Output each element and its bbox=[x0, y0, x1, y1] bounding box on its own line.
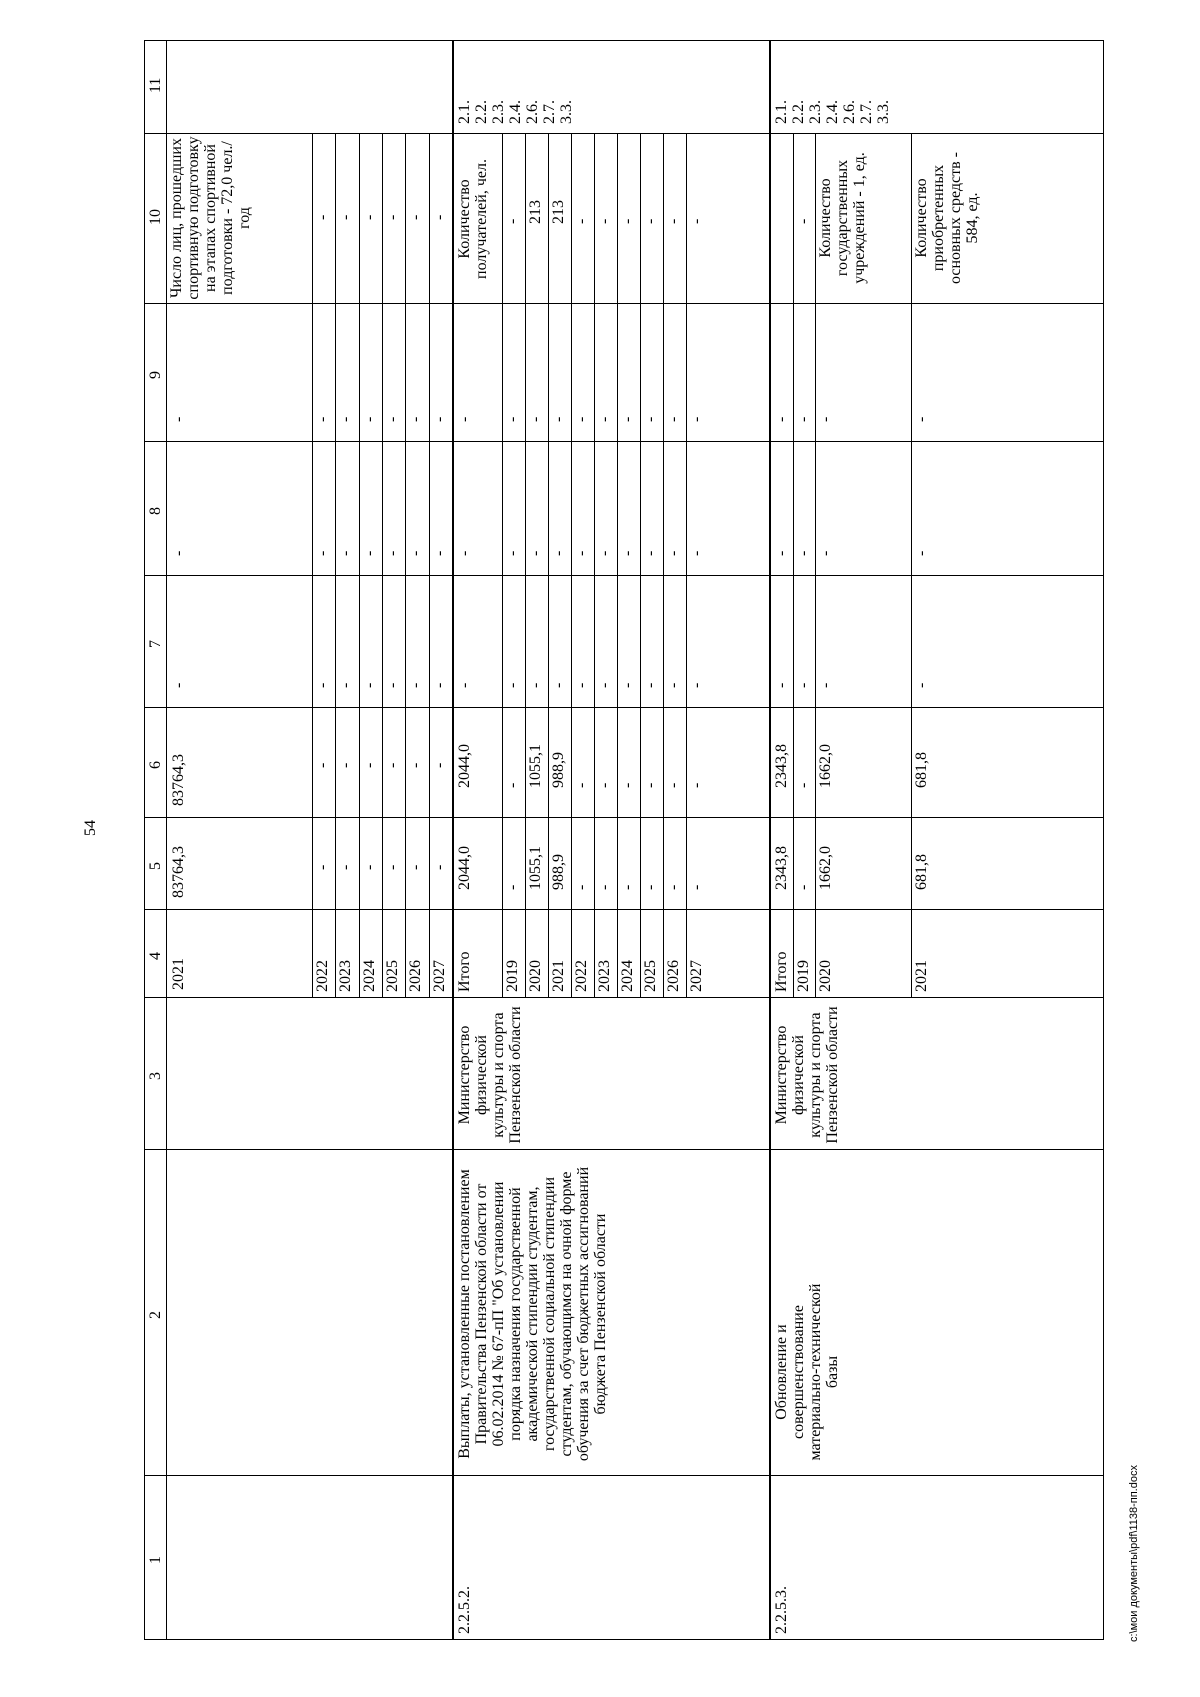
cell-value-col6: 1055,1 bbox=[527, 744, 544, 788]
cell-value-col8: - bbox=[596, 550, 613, 556]
cell-value-col5: 988,9 bbox=[550, 854, 567, 890]
cell-value-col7: - bbox=[527, 682, 544, 688]
cell-value-col8: - bbox=[170, 550, 187, 556]
cell-value-col5: 1662,0 bbox=[817, 846, 834, 890]
cell-year: 2022 bbox=[573, 960, 590, 992]
footer-file-path: c:\мои документы\pdf\1138-пп.docx bbox=[1128, 1465, 1140, 1642]
cell-value-col8: - bbox=[817, 550, 834, 556]
cell-value-col5: 2343,8 bbox=[773, 846, 790, 890]
column-number-header: 9 bbox=[147, 371, 164, 379]
row-line bbox=[429, 134, 430, 998]
cell-value-col7: - bbox=[795, 682, 812, 688]
cell-year: 2023 bbox=[596, 960, 613, 992]
cell-value-col10: - bbox=[596, 218, 613, 224]
cell-target-ref: 3.3. bbox=[875, 100, 892, 124]
cell-year: 2024 bbox=[360, 960, 378, 992]
cell-year: 2022 bbox=[314, 960, 331, 992]
cell-year: 2025 bbox=[384, 960, 401, 992]
cell-year: 2027 bbox=[688, 960, 705, 992]
cell-value-col5: - bbox=[665, 884, 682, 890]
cell-target-ref: 2.3. bbox=[490, 100, 507, 124]
table-col-line bbox=[144, 817, 1104, 818]
cell-value-col6: - bbox=[360, 762, 378, 768]
cell-year: 2020 bbox=[527, 960, 544, 992]
cell-value-col8: - bbox=[407, 550, 425, 556]
cell-executor: Министерство физической культуры и спорта Пензенской области bbox=[456, 1006, 524, 1144]
cell-target-ref: 2.2. bbox=[790, 100, 807, 124]
cell-indicator-text: Число лиц, прошедших спортивную подготовку на этапах спортивной подготовки - 72,0 чел./год bbox=[168, 136, 253, 300]
row-line bbox=[571, 134, 572, 998]
row-line bbox=[793, 134, 794, 998]
cell-value-col8: - bbox=[550, 550, 567, 556]
cell-value-col5: - bbox=[384, 864, 401, 870]
cell-value-col5: - bbox=[314, 864, 331, 870]
cell-value-col6: - bbox=[384, 762, 401, 768]
row-line bbox=[359, 134, 360, 998]
cell-value-col10: - bbox=[795, 218, 812, 224]
cell-value-col6: - bbox=[619, 782, 636, 788]
cell-value-col7: - bbox=[665, 682, 682, 688]
cell-value-col8: - bbox=[314, 550, 331, 556]
cell-value-col6: - bbox=[665, 782, 682, 788]
row-line bbox=[640, 134, 641, 998]
cell-value-col7: - bbox=[504, 682, 521, 688]
cell-value-col7: - bbox=[596, 682, 613, 688]
cell-value-col9: - bbox=[360, 416, 378, 422]
cell-value-col6: 681,8 bbox=[913, 752, 930, 788]
cell-value-col9: - bbox=[170, 416, 187, 422]
cell-value-col6: 2044,0 bbox=[456, 744, 473, 788]
cell-activity-name: Обновление и совершенствование материально-технической базы bbox=[773, 1283, 841, 1461]
cell-value-col7: - bbox=[817, 682, 834, 688]
cell-value-col6: - bbox=[573, 782, 590, 788]
cell-year: Итого bbox=[773, 951, 790, 992]
cell-value-col9: - bbox=[596, 416, 613, 422]
cell-executor: Министерство физической культуры и спорта Пензенской области bbox=[773, 1006, 841, 1144]
cell-value-col7: - bbox=[619, 682, 636, 688]
cell-value-col7: - bbox=[573, 682, 590, 688]
table-col-line bbox=[144, 909, 1104, 910]
cell-value-col10: - bbox=[642, 218, 659, 224]
cell-year: 2021 bbox=[170, 958, 187, 990]
cell-value-col6: - bbox=[407, 762, 425, 768]
cell-value-col8: - bbox=[665, 550, 682, 556]
table-block-line bbox=[769, 40, 771, 1640]
column-number-header: 7 bbox=[147, 640, 164, 648]
cell-value-col5: - bbox=[596, 884, 613, 890]
cell-value-col10: - bbox=[573, 218, 590, 224]
cell-value-col5: - bbox=[795, 884, 812, 890]
table-col-line bbox=[144, 441, 1104, 442]
cell-value-col7: - bbox=[913, 682, 930, 688]
table-col-line bbox=[144, 303, 1104, 304]
row-code: 2.2.5.2. bbox=[456, 1586, 473, 1634]
cell-year: 2026 bbox=[665, 960, 682, 992]
cell-year: 2024 bbox=[619, 960, 636, 992]
cell-value-col8: - bbox=[773, 550, 790, 556]
row-line bbox=[405, 134, 406, 998]
cell-value-col7: - bbox=[430, 682, 448, 688]
cell-value-col5: - bbox=[573, 884, 590, 890]
cell-indicator-header: Количество получателей, чел. bbox=[456, 159, 490, 279]
cell-target-ref: 2.2. bbox=[473, 100, 490, 124]
cell-value-col5: 83764,3 bbox=[170, 846, 187, 898]
cell-target-ref: 2.1. bbox=[773, 100, 790, 124]
table-col-line bbox=[144, 133, 1104, 134]
cell-target-ref: 2.6. bbox=[524, 100, 541, 124]
cell-value-col7: - bbox=[773, 682, 790, 688]
cell-value-col7: - bbox=[642, 682, 659, 688]
cell-value-col6: - bbox=[596, 782, 613, 788]
cell-indicator-text: Количество государственных учреждений - 1, ед. bbox=[817, 152, 868, 284]
cell-year: 2023 bbox=[337, 960, 355, 992]
row-line bbox=[335, 134, 336, 998]
table-border-bottom bbox=[1103, 40, 1104, 1640]
page-number: 54 bbox=[82, 820, 99, 836]
table-border-top bbox=[144, 40, 145, 1640]
cell-value-col10: - bbox=[665, 218, 682, 224]
cell-value-col6: - bbox=[504, 782, 521, 788]
cell-value-col7: - bbox=[170, 682, 187, 688]
cell-value-col9: - bbox=[527, 416, 544, 422]
row-line bbox=[815, 134, 816, 998]
cell-value-col6: 2343,8 bbox=[773, 744, 790, 788]
rotated-table-sheet bbox=[144, 40, 1104, 1640]
cell-target-ref: 2.1. bbox=[456, 100, 473, 124]
cell-target-ref: 2.4. bbox=[507, 100, 524, 124]
cell-value-col10: - bbox=[407, 214, 425, 220]
cell-value-col6: - bbox=[642, 782, 659, 788]
cell-year: 2021 bbox=[550, 960, 567, 992]
cell-value-col10: 213 bbox=[527, 200, 544, 224]
table-col-line bbox=[144, 575, 1104, 576]
cell-value-col8: - bbox=[456, 550, 473, 556]
cell-value-col9: - bbox=[504, 416, 521, 422]
cell-value-col8: - bbox=[337, 550, 355, 556]
cell-year: 2020 bbox=[817, 960, 834, 992]
cell-value-col9: - bbox=[619, 416, 636, 422]
column-number-header: 2 bbox=[147, 1311, 164, 1319]
cell-value-col7: - bbox=[688, 682, 705, 688]
table-col-line bbox=[144, 1639, 1104, 1640]
cell-value-col9: - bbox=[688, 416, 705, 422]
row-line bbox=[502, 134, 503, 998]
cell-value-col7: - bbox=[314, 682, 331, 688]
table-col-line bbox=[144, 1475, 1104, 1476]
cell-value-col10: - bbox=[619, 218, 636, 224]
cell-value-col6: 83764,3 bbox=[170, 754, 187, 806]
row-line bbox=[382, 134, 383, 998]
table-col-line bbox=[144, 1149, 1104, 1150]
row-line bbox=[911, 134, 912, 998]
cell-value-col8: - bbox=[619, 550, 636, 556]
row-line bbox=[594, 134, 595, 998]
cell-year: 2019 bbox=[795, 960, 812, 992]
cell-year: 2019 bbox=[504, 960, 521, 992]
row-line bbox=[525, 134, 526, 998]
row-code: 2.2.5.3. bbox=[773, 1586, 790, 1634]
cell-value-col8: - bbox=[688, 550, 705, 556]
cell-value-col7: - bbox=[360, 682, 378, 688]
cell-value-col9: - bbox=[456, 416, 473, 422]
cell-value-col5: - bbox=[504, 884, 521, 890]
column-number-header: 1 bbox=[147, 1556, 164, 1564]
column-number-header: 5 bbox=[147, 862, 164, 870]
cell-value-col7: - bbox=[337, 682, 355, 688]
table-col-line bbox=[144, 707, 1104, 708]
cell-value-col9: - bbox=[795, 416, 812, 422]
cell-value-col10: - bbox=[504, 218, 521, 224]
column-number-header: 3 bbox=[147, 1072, 164, 1080]
cell-value-col10: - bbox=[360, 214, 378, 220]
table-block-line bbox=[452, 40, 454, 1640]
row-line bbox=[312, 134, 313, 998]
cell-value-col5: - bbox=[360, 864, 378, 870]
cell-value-col7: - bbox=[550, 682, 567, 688]
cell-target-ref: 2.7. bbox=[541, 100, 558, 124]
cell-value-col10: - bbox=[430, 214, 448, 220]
cell-value-col10: - bbox=[384, 214, 401, 220]
cell-value-col9: - bbox=[430, 416, 448, 422]
row-line bbox=[617, 134, 618, 998]
cell-value-col8: - bbox=[795, 550, 812, 556]
row-line bbox=[686, 134, 687, 998]
cell-value-col10: - bbox=[314, 214, 331, 220]
cell-indicator-text: Количество приобретенных основных средств - 584, ед. bbox=[913, 151, 981, 285]
cell-value-col8: - bbox=[642, 550, 659, 556]
cell-value-col9: - bbox=[665, 416, 682, 422]
data-table bbox=[144, 40, 1104, 1640]
cell-value-col5: - bbox=[337, 864, 355, 870]
cell-year: 2025 bbox=[642, 960, 659, 992]
cell-value-col9: - bbox=[773, 416, 790, 422]
cell-value-col8: - bbox=[504, 550, 521, 556]
cell-value-col8: - bbox=[913, 550, 930, 556]
cell-year: 2021 bbox=[913, 960, 930, 992]
cell-value-col6: - bbox=[430, 762, 448, 768]
cell-value-col9: - bbox=[550, 416, 567, 422]
cell-value-col6: - bbox=[337, 762, 355, 768]
cell-value-col6: - bbox=[314, 762, 331, 768]
table-header-line bbox=[166, 40, 167, 1640]
cell-year: Итого bbox=[456, 951, 473, 992]
cell-value-col8: - bbox=[527, 550, 544, 556]
cell-value-col8: - bbox=[573, 550, 590, 556]
column-number-header: 11 bbox=[147, 77, 164, 93]
cell-value-col7: - bbox=[456, 682, 473, 688]
cell-value-col6: 1662,0 bbox=[817, 744, 834, 788]
cell-value-col9: - bbox=[337, 416, 355, 422]
cell-value-col9: - bbox=[314, 416, 331, 422]
cell-target-ref: 3.3. bbox=[558, 100, 575, 124]
column-number-header: 4 bbox=[147, 952, 164, 960]
cell-value-col9: - bbox=[642, 416, 659, 422]
cell-value-col9: - bbox=[384, 416, 401, 422]
cell-value-col5: 681,8 bbox=[913, 854, 930, 890]
cell-target-ref: 2.3. bbox=[807, 100, 824, 124]
cell-target-ref: 2.4. bbox=[824, 100, 841, 124]
table-col-line bbox=[144, 40, 1104, 41]
cell-value-col9: - bbox=[407, 416, 425, 422]
cell-value-col5: - bbox=[688, 884, 705, 890]
cell-year: 2027 bbox=[430, 960, 448, 992]
cell-value-col6: - bbox=[795, 782, 812, 788]
cell-value-col10: - bbox=[688, 218, 705, 224]
row-line bbox=[663, 134, 664, 998]
cell-target-ref: 2.7. bbox=[858, 100, 875, 124]
column-number-header: 6 bbox=[147, 761, 164, 769]
cell-value-col9: - bbox=[817, 416, 834, 422]
cell-activity-name: Выплаты, установленные постановлением Правительства Пензенской области от 06.02.2014 № 67-пП "Об установлении порядка назначения государственной академической стипендии студентам, государственной социальной стипендии студентам, обучающимся на очной форме обучения за счет бюджетных ассигнований бюджета Пензенской области bbox=[456, 1166, 609, 1462]
cell-value-col5: - bbox=[430, 864, 448, 870]
column-number-header: 10 bbox=[147, 209, 164, 225]
cell-value-col7: - bbox=[384, 682, 401, 688]
cell-target-ref: 2.6. bbox=[841, 100, 858, 124]
cell-value-col9: - bbox=[573, 416, 590, 422]
cell-value-col8: - bbox=[430, 550, 448, 556]
cell-value-col5: - bbox=[642, 884, 659, 890]
cell-value-col6: 988,9 bbox=[550, 752, 567, 788]
cell-value-col5: 2044,0 bbox=[456, 846, 473, 890]
cell-value-col8: - bbox=[384, 550, 401, 556]
cell-value-col5: - bbox=[619, 884, 636, 890]
cell-value-col8: - bbox=[360, 550, 378, 556]
cell-value-col5: 1055,1 bbox=[527, 846, 544, 890]
table-col-line bbox=[144, 997, 1104, 998]
cell-value-col5: - bbox=[407, 864, 425, 870]
cell-year: 2026 bbox=[407, 960, 425, 992]
cell-value-col9: - bbox=[913, 416, 930, 422]
cell-value-col6: - bbox=[688, 782, 705, 788]
row-line bbox=[548, 134, 549, 998]
column-number-header: 8 bbox=[147, 507, 164, 515]
cell-value-col10: 213 bbox=[550, 200, 567, 224]
cell-value-col10: - bbox=[337, 214, 355, 220]
cell-value-col7: - bbox=[407, 682, 425, 688]
